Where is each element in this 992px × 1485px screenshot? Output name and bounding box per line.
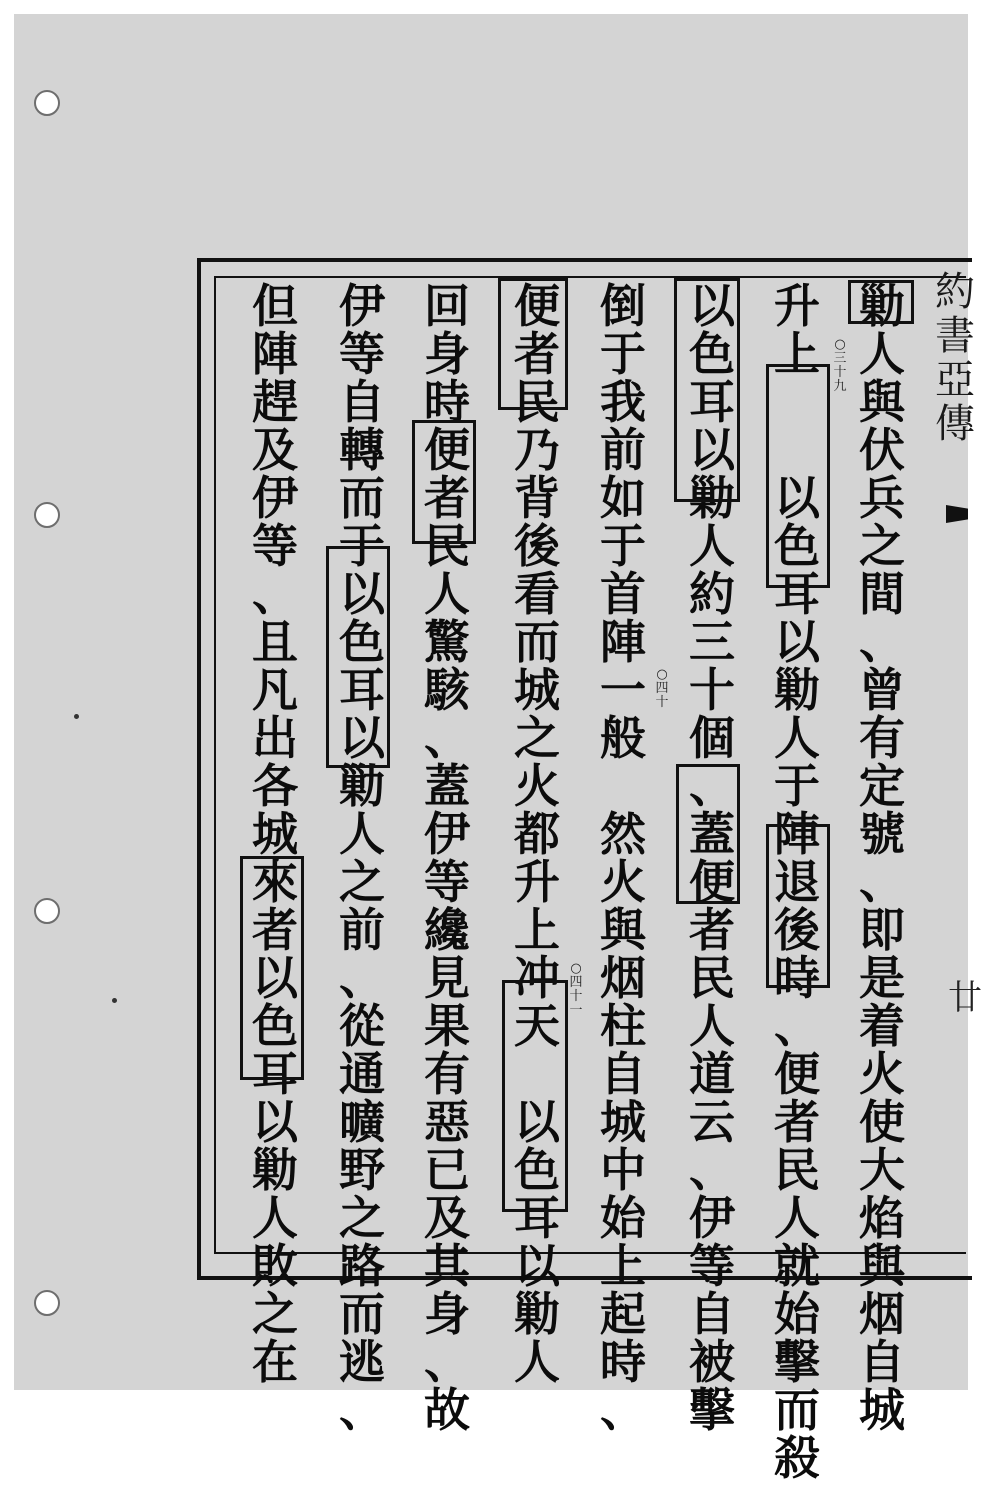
glyph: 伊 <box>424 807 470 861</box>
text-column-7 <box>330 279 394 1437</box>
glyph: 大 <box>859 1143 905 1197</box>
glyph: 以 <box>689 279 735 333</box>
glyph: 、 <box>339 1383 385 1437</box>
glyph: 以 <box>252 951 298 1005</box>
glyph: 、 <box>689 759 735 813</box>
glyph: 間 <box>859 567 905 621</box>
text-column-5 <box>505 279 569 1389</box>
glyph: 各 <box>252 759 298 813</box>
name-box <box>498 278 568 410</box>
glyph: 以 <box>689 423 735 477</box>
glyph: 者 <box>774 1095 820 1149</box>
glyph: 轉 <box>339 423 385 477</box>
glyph: 而 <box>514 615 560 669</box>
glyph: 與 <box>859 375 905 429</box>
glyph: 是 <box>859 951 905 1005</box>
glyph: 自 <box>689 1287 735 1341</box>
glyph: 耳 <box>514 1191 560 1245</box>
glyph: 如 <box>600 471 646 525</box>
glyph: 野 <box>339 1143 385 1197</box>
glyph: 回 <box>424 279 470 333</box>
glyph: 、 <box>252 567 298 621</box>
glyph: 之 <box>252 1287 298 1341</box>
glyph: 首 <box>600 567 646 621</box>
verse-note: ○三十九 <box>833 337 847 394</box>
glyph: 陣 <box>252 327 298 381</box>
glyph: 道 <box>689 1047 735 1101</box>
glyph: 即 <box>859 903 905 957</box>
glyph: 然 <box>600 807 646 861</box>
glyph: 勦 <box>514 1287 560 1341</box>
glyph: 十 <box>689 663 735 717</box>
glyph: 民 <box>774 1143 820 1197</box>
glyph: 勦 <box>252 1143 298 1197</box>
glyph: 曾 <box>859 663 905 717</box>
verse-note: ○四十 <box>655 667 669 710</box>
glyph: 前 <box>339 903 385 957</box>
glyph: 、 <box>424 1335 470 1389</box>
glyph: 而 <box>774 1383 820 1437</box>
glyph: 以 <box>514 1095 560 1149</box>
glyph: 焰 <box>859 1191 905 1245</box>
glyph: 、 <box>774 999 820 1053</box>
glyph: 與 <box>859 1239 905 1293</box>
glyph: 一 <box>600 663 646 717</box>
glyph: 從 <box>339 999 385 1053</box>
glyph: 出 <box>252 711 298 765</box>
glyph: 伏 <box>859 423 905 477</box>
glyph: 耳 <box>252 1047 298 1101</box>
glyph: 于 <box>600 519 646 573</box>
punch-hole <box>34 1290 60 1316</box>
name-box <box>766 364 830 588</box>
name-box <box>240 856 304 1080</box>
glyph: 身 <box>424 1287 470 1341</box>
glyph: 與 <box>600 903 646 957</box>
glyph: 以 <box>774 471 820 525</box>
glyph: 城 <box>514 663 560 717</box>
glyph: 民 <box>514 375 560 429</box>
glyph: 以 <box>514 1239 560 1293</box>
glyph: 以 <box>252 1095 298 1149</box>
glyph: 而 <box>339 1287 385 1341</box>
glyph: 有 <box>859 711 905 765</box>
glyph: 上 <box>514 903 560 957</box>
glyph: 勦 <box>859 279 905 333</box>
glyph: 趕 <box>252 375 298 429</box>
glyph: 色 <box>514 1143 560 1197</box>
glyph: 等 <box>424 855 470 909</box>
glyph: 柱 <box>600 999 646 1053</box>
glyph: 及 <box>424 1191 470 1245</box>
glyph: 勦 <box>689 471 735 525</box>
glyph: 色 <box>774 519 820 573</box>
glyph: 但 <box>252 279 298 333</box>
glyph: 等 <box>339 327 385 381</box>
name-box <box>412 420 476 544</box>
glyph: 耳 <box>339 663 385 717</box>
glyph: 擊 <box>689 1383 735 1437</box>
glyph: 之 <box>859 519 905 573</box>
glyph: 以 <box>339 567 385 621</box>
glyph: 號 <box>859 807 905 861</box>
glyph: 上 <box>600 1239 646 1293</box>
glyph: 耳 <box>774 567 820 621</box>
glyph: 者 <box>689 903 735 957</box>
glyph: 于 <box>774 759 820 813</box>
glyph: 後 <box>774 903 820 957</box>
name-box <box>502 980 568 1212</box>
page-number: 廿 <box>948 978 982 1018</box>
glyph: 逃 <box>339 1335 385 1389</box>
glyph: 、 <box>859 615 905 669</box>
glyph: 色 <box>339 615 385 669</box>
glyph: 、 <box>689 1143 735 1197</box>
glyph: 以 <box>774 615 820 669</box>
edge-title <box>935 269 975 447</box>
glyph: 人 <box>774 1191 820 1245</box>
glyph: 耳 <box>689 375 735 429</box>
glyph: 人 <box>774 711 820 765</box>
glyph: 、 <box>859 855 905 909</box>
glyph: 城 <box>859 1383 905 1437</box>
glyph: 升 <box>514 855 560 909</box>
glyph: 火 <box>514 759 560 813</box>
glyph: 便 <box>689 855 735 909</box>
glyph: 果 <box>424 999 470 1053</box>
glyph: 天 <box>514 999 560 1053</box>
glyph: 且 <box>252 615 298 669</box>
glyph: 身 <box>424 327 470 381</box>
glyph: 伊 <box>252 471 298 525</box>
glyph: 城 <box>600 1095 646 1149</box>
name-box <box>674 278 740 502</box>
glyph: 擊 <box>774 1335 820 1389</box>
glyph: 人 <box>514 1335 560 1389</box>
glyph: 背 <box>514 471 560 525</box>
glyph: 勦 <box>774 663 820 717</box>
glyph: 者 <box>514 327 560 381</box>
glyph: 惡 <box>424 1095 470 1149</box>
speck <box>74 714 79 719</box>
glyph: 火 <box>600 855 646 909</box>
glyph: 陣 <box>600 615 646 669</box>
glyph: 始 <box>600 1191 646 1245</box>
verse-note: ○四十一 <box>569 961 583 1018</box>
glyph: 便 <box>774 1047 820 1101</box>
glyph: 色 <box>689 327 735 381</box>
glyph: 自 <box>600 1047 646 1101</box>
glyph: 民 <box>424 519 470 573</box>
glyph: 冲 <box>514 951 560 1005</box>
glyph: 時 <box>600 1335 646 1389</box>
glyph: 蓋 <box>689 807 735 861</box>
speck <box>112 998 117 1003</box>
glyph: 凡 <box>252 663 298 717</box>
glyph: 而 <box>339 471 385 525</box>
glyph: 中 <box>600 1143 646 1197</box>
glyph: 等 <box>252 519 298 573</box>
glyph: 、 <box>600 1383 646 1437</box>
glyph: 城 <box>252 807 298 861</box>
glyph: 之 <box>514 711 560 765</box>
glyph: 伊 <box>339 279 385 333</box>
glyph: 之 <box>339 855 385 909</box>
glyph: 以 <box>339 711 385 765</box>
edge-title-glyph: 書 <box>935 313 975 359</box>
glyph: 升 <box>774 279 820 333</box>
glyph: 個 <box>689 711 735 765</box>
glyph: 來 <box>252 855 298 909</box>
glyph: 便 <box>424 423 470 477</box>
glyph: 之 <box>339 1191 385 1245</box>
glyph: 人 <box>424 567 470 621</box>
text-column-1 <box>850 279 914 1437</box>
glyph: 都 <box>514 807 560 861</box>
glyph: 兵 <box>859 471 905 525</box>
glyph: 纔 <box>424 903 470 957</box>
glyph: 後 <box>514 519 560 573</box>
glyph: 已 <box>424 1143 470 1197</box>
glyph: 約 <box>689 567 735 621</box>
glyph: 驚 <box>424 615 470 669</box>
glyph: 自 <box>859 1335 905 1389</box>
name-box <box>848 280 914 324</box>
glyph: 人 <box>859 327 905 381</box>
glyph: 在 <box>252 1335 298 1389</box>
glyph: 見 <box>424 951 470 1005</box>
punch-hole <box>34 90 60 116</box>
glyph: 人 <box>689 519 735 573</box>
glyph: 退 <box>774 855 820 909</box>
glyph: 者 <box>252 903 298 957</box>
glyph: 于 <box>339 519 385 573</box>
glyph: 便 <box>514 279 560 333</box>
punch-hole <box>34 898 60 924</box>
glyph: 陣 <box>774 807 820 861</box>
glyph: 倒 <box>600 279 646 333</box>
glyph: 始 <box>774 1287 820 1341</box>
glyph: 者 <box>424 471 470 525</box>
text-column-4 <box>591 279 655 1437</box>
glyph: 起 <box>600 1287 646 1341</box>
glyph: 有 <box>424 1047 470 1101</box>
glyph: 勦 <box>339 759 385 813</box>
glyph: 敗 <box>252 1239 298 1293</box>
glyph: 曠 <box>339 1095 385 1149</box>
glyph: 三 <box>689 615 735 669</box>
glyph: 烟 <box>859 1287 905 1341</box>
glyph: 看 <box>514 567 560 621</box>
glyph: 定 <box>859 759 905 813</box>
name-box <box>326 546 390 768</box>
glyph: 伊 <box>689 1191 735 1245</box>
name-box <box>766 824 830 988</box>
glyph: 使 <box>859 1095 905 1149</box>
glyph: 民 <box>689 951 735 1005</box>
name-box <box>676 759 740 909</box>
glyph: 其 <box>424 1239 470 1293</box>
glyph: 般 <box>600 711 646 765</box>
glyph: 上 <box>774 327 820 381</box>
glyph: 人 <box>252 1191 298 1245</box>
edge-title-glyph: 亞 <box>935 357 975 403</box>
edge-title-glyph: 約 <box>935 269 975 315</box>
glyph: 故 <box>424 1383 470 1437</box>
glyph: 路 <box>339 1239 385 1293</box>
glyph: 蓋 <box>424 759 470 813</box>
glyph: 人 <box>689 999 735 1053</box>
glyph: 人 <box>339 807 385 861</box>
glyph: 及 <box>252 423 298 477</box>
punch-hole <box>34 502 60 528</box>
glyph: 通 <box>339 1047 385 1101</box>
glyph: 殺 <box>774 1431 820 1485</box>
glyph: 我 <box>600 375 646 429</box>
glyph: 着 <box>859 999 905 1053</box>
glyph: 等 <box>689 1239 735 1293</box>
glyph: 就 <box>774 1239 820 1293</box>
glyph: 時 <box>424 375 470 429</box>
glyph: 云 <box>689 1095 735 1149</box>
glyph: 烟 <box>600 951 646 1005</box>
edge-title-glyph: 傳 <box>935 401 975 447</box>
glyph: 于 <box>600 327 646 381</box>
glyph: 色 <box>252 999 298 1053</box>
glyph: 被 <box>689 1335 735 1389</box>
glyph: 駭 <box>424 663 470 717</box>
glyph: 乃 <box>514 423 560 477</box>
glyph: 前 <box>600 423 646 477</box>
glyph: 、 <box>424 711 470 765</box>
glyph: 時 <box>774 951 820 1005</box>
glyph: 、 <box>339 951 385 1005</box>
glyph: 火 <box>859 1047 905 1101</box>
text-column-8 <box>243 279 307 1389</box>
glyph: 自 <box>339 375 385 429</box>
